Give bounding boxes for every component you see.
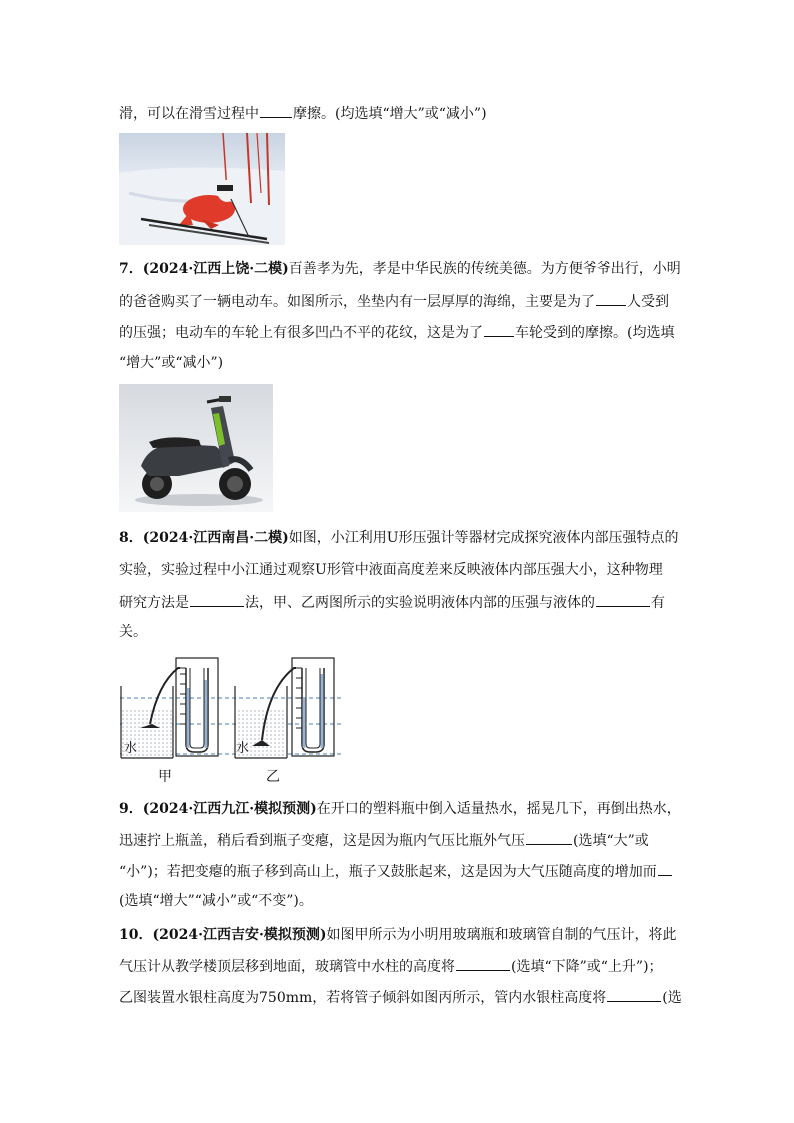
- answer-blank: [607, 987, 661, 1002]
- q7-text: “增大”或“减小”): [119, 355, 224, 371]
- answer-blank: [260, 103, 292, 118]
- figure-label-jia: 甲: [158, 769, 172, 785]
- q10-text: (选填“下降”或“上升”)；: [511, 959, 663, 975]
- q6-line-1: [119, 103, 487, 124]
- q10-line-3: [119, 987, 682, 1008]
- q8-line-1: [119, 528, 679, 548]
- question-source: (2024·江西上饶·二模): [142, 261, 289, 277]
- scooter-photo: [119, 384, 273, 512]
- q9-text: (选填“大”或: [573, 833, 649, 849]
- q7-text: 的爸爸购买了一辆电动车。如图所示，坐垫内有一层厚厚的海绵，主要是为了: [119, 294, 595, 310]
- q10-line-1: [119, 925, 676, 945]
- q8-line-2: [119, 560, 663, 580]
- q7-text: 的压强；电动车的车轮上有很多凹凸不平的花纹，这是为了: [119, 325, 483, 341]
- q10-text: (选: [662, 990, 682, 1006]
- q10-text: 气压计从教学楼顶层移到地面，玻璃管中水柱的高度将: [119, 959, 455, 975]
- q7-text: 百善孝为先，孝是中华民族的传统美德。为方便爷爷出行，小明: [288, 261, 681, 277]
- q7-line-3: [119, 322, 674, 343]
- q8-line-4: [119, 622, 147, 642]
- question-number: 7．: [119, 261, 143, 277]
- water-label-left: 水: [124, 741, 138, 756]
- answer-blank: [456, 956, 510, 971]
- q8-text: 研究方法是: [119, 595, 189, 611]
- q6-text: 摩擦。(均选填“增大”或“减小”): [293, 106, 487, 122]
- q10-text: 如图甲所示为小明用玻璃瓶和玻璃管自制的气压计，将此: [326, 927, 677, 943]
- q9-line-3: [119, 861, 673, 882]
- q9-text: 迅速拧上瓶盖，稍后看到瓶子变瘪，这是因为瓶内气压比瓶外气压: [119, 833, 525, 849]
- q8-text: 有: [651, 595, 665, 611]
- question-source: (2024·江西南昌·二模): [142, 530, 289, 546]
- q10-line-2: [119, 956, 663, 977]
- q9-line-2: [119, 830, 649, 851]
- question-number: 10．: [119, 927, 153, 943]
- manometer-diagram: [118, 654, 346, 784]
- answer-blank: [190, 592, 244, 607]
- question-source: (2024·江西吉安·模拟预测): [152, 927, 327, 943]
- answer-blank: [526, 830, 572, 845]
- q7-line-1: [119, 259, 681, 279]
- q7-text: 人受到: [627, 294, 669, 310]
- q9-line-1: [119, 799, 681, 819]
- figure-label-yi: 乙: [266, 769, 280, 785]
- skier-photo: [119, 133, 285, 245]
- q9-text: 在开口的塑料瓶中倒入适量热水，摇晃几下，再倒出热水，: [316, 801, 681, 817]
- q8-line-3: [119, 592, 665, 613]
- answer-blank: [484, 322, 514, 337]
- answer-blank: [596, 291, 626, 306]
- q8-text: 实验，实验过程中小江通过观察U形管中液面高度差来反映液体内部压强大小，这种物理: [119, 562, 663, 578]
- answer-blank: [596, 592, 650, 607]
- answer-blank: [658, 861, 672, 876]
- question-number: 8．: [119, 530, 143, 546]
- water-label-right: 水: [236, 741, 250, 756]
- q8-text: 关。: [119, 624, 147, 640]
- q7-line-4: [119, 353, 223, 373]
- q9-text: “小”)；若把变瘪的瓶子移到高山上，瓶子又鼓胀起来，这是因为大气压随高度的增加而: [119, 864, 657, 880]
- question-source: (2024·江西九江·模拟预测): [142, 801, 317, 817]
- q6-text: 滑，可以在滑雪过程中: [119, 106, 259, 122]
- q9-text: (选填“增大”“减小”或“不变”)。: [119, 893, 313, 909]
- question-number: 9．: [119, 801, 143, 817]
- q7-text: 车轮受到的摩擦。(均选填: [515, 325, 675, 341]
- q10-text: 乙图装置水银柱高度为750mm，若将管子倾斜如图丙所示，管内水银柱高度将: [119, 990, 607, 1006]
- q7-line-2: [119, 291, 669, 312]
- q8-text: 法，甲、乙两图所示的实验说明液体内部的压强与液体的: [245, 595, 595, 611]
- q8-text: 如图，小江利用U形压强计等器材完成探究液体内部压强特点的: [288, 530, 679, 546]
- q9-line-4: [119, 891, 313, 911]
